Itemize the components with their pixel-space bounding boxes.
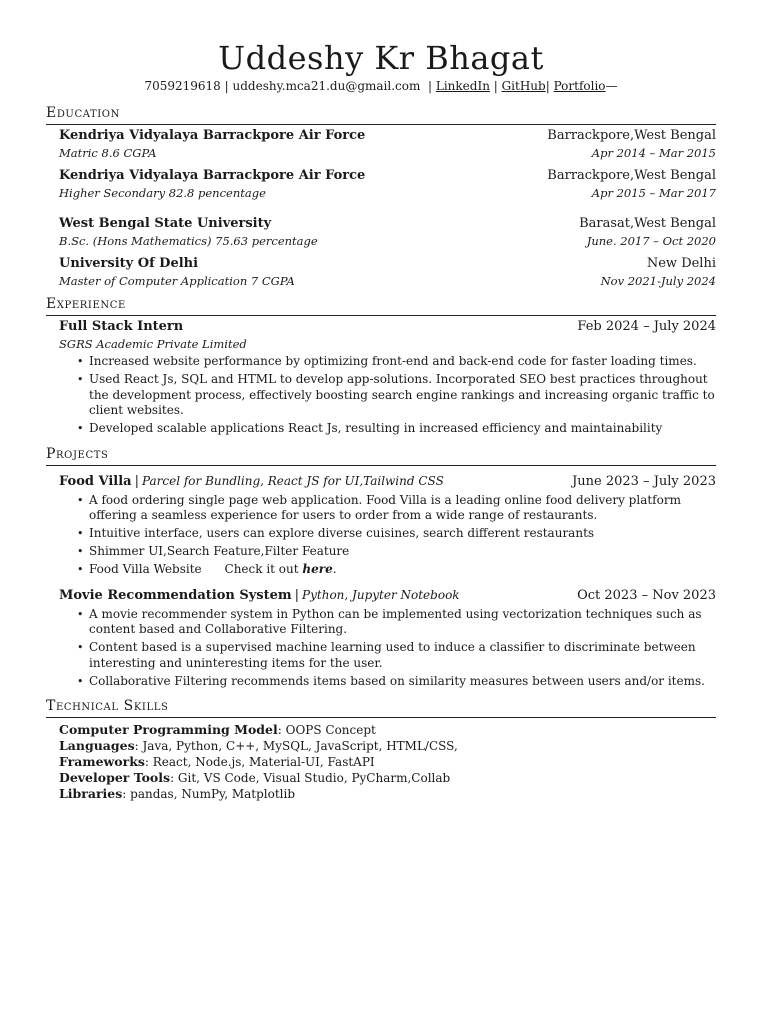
portfolio-link[interactable]: Portfolio [553,79,606,93]
skill-value: Git, VS Code, Visual Studio, PyCharm,Collab [177,771,451,785]
bullet-item: • Content based is a supervised machine learning used to induce a classifier to discriminate between interesting and uninteresting items for the user. [89,640,716,671]
school-name: West Bengal State University [59,216,272,231]
project-tech: Python, Jupyter Notebook [302,587,460,602]
degree-info: Higher Secondary 82.8 pencentage [59,186,266,200]
skill-label: Languages [59,738,135,753]
school-location: Barrackpore,West Bengal [547,128,716,143]
degree-info: Matric 8.6 CGPA [59,146,157,160]
degree-info: Master of Computer Application 7 CGPA [59,274,295,288]
school-location: Barrackpore,West Bengal [547,168,716,183]
bullet-item: • Increased website performance by optimizing front-end and back-end code for faster loading times. [89,354,716,370]
bullet-item: • A movie recommender system in Python can be implemented using vectorization techniques such as content based and Collaborative Filtering. [89,607,716,638]
education-entry [46,167,716,201]
degree-info: B.Sc. (Hons Mathematics) 75.63 percentage [59,234,318,248]
bullet-item: • Used React Js, SQL and HTML to develop app-solutions. Incorporated SEO best practices throughout the development process, effectively boosting search engine rankings and increasing organic traffic to client websites. [89,372,716,419]
school-name: Kendriya Vidyalaya Barrackpore Air Force [59,128,366,143]
skill-value: OOPS Concept [285,723,376,737]
education-dates: Apr 2014 – Mar 2015 [591,146,716,160]
resume-page [46,40,716,802]
projects-heading: Projects [46,445,716,466]
project-name: Movie Recommendation System [59,587,292,603]
job-role: Full Stack Intern [59,319,184,334]
trailing-dash: — [605,79,618,93]
project-tech: Parcel for Bundling, React JS for UI,Tailwind CSS [141,473,444,488]
website-label: Food Villa Website [89,562,202,576]
skill-label: Frameworks [59,754,145,769]
job-dates: Feb 2024 – July 2024 [577,319,716,334]
checkout-text: Check it out [224,562,299,576]
skill-line: Libraries: pandas, NumPy, Matplotlib [59,786,296,801]
skills-list [46,722,716,802]
education-entry [46,127,716,161]
skill-line: Languages: Java, Python, C++, MySQL, JavaScript, HTML/CSS, [59,738,458,753]
experience-heading: Experience [46,295,716,316]
bullet-item: • Intuitive interface, users can explore diverse cuisines, search different restaurants [89,526,716,542]
school-location: Barasat,West Bengal [579,216,716,231]
bullet-item: • Food Villa Website Check it out here. [89,562,716,578]
project-bullets [59,607,716,690]
skill-label: Developer Tools [59,770,171,785]
school-location: New Delhi [646,256,716,271]
experience-bullets [59,354,716,437]
project-dates: Oct 2023 – Nov 2023 [577,587,716,603]
bullet-item: • Shimmer UI,Search Feature,Filter Feature [89,544,716,560]
project-name: Food Villa [59,473,132,489]
project-bullets [59,493,716,578]
bullet-item: • Collaborative Filtering recommends items based on similarity measures between users and/or items. [89,674,716,690]
skill-line: Computer Programming Model: OOPS Concept [59,722,376,737]
linkedin-link[interactable]: LinkedIn [435,79,490,93]
candidate-name: Uddeshy Kr Bhagat [218,39,544,77]
education-dates: June. 2017 – Oct 2020 [586,234,716,248]
bullet-item: • A food ordering single page web application. Food Villa is a leading online food delivery platform offering a seamless experience for users to order from a wide range of restaurants. [89,493,716,524]
education-entry [46,255,716,289]
project-dates: June 2023 – July 2023 [572,473,716,489]
skill-label: Computer Programming Model [59,722,278,737]
email-address: uddeshy.mca21.du@gmail.com [232,79,421,93]
project-entry: Movie Recommendation System | Python, Jupyter Notebook Oct 2023 – Nov 2023 • A movie recommender system in Python can be implemented using vectorization techniques such as content based and Collaborative Filtering. • Content based is a supervised machine learning used to induce a classifier to discriminate between interesting and uninteresting items for the user. • Collaborative Filtering recommends items based on similarity measures between users and/or items. [46,584,716,690]
skill-label: Libraries [59,786,123,801]
company-name: SGRS Academic Private Limited [59,337,247,351]
education-heading: Education [46,104,716,125]
education-entry [46,215,716,249]
skill-value: pandas, NumPy, Matplotlib [130,787,296,801]
skills-heading: Technical Skills [46,697,716,718]
project-link[interactable]: here [302,562,333,576]
phone-number: 7059219618 [144,79,221,93]
skill-line: Frameworks: React, Node.js, Material-UI, FastAPI [59,754,375,769]
skill-value: React, Node.js, Material-UI, FastAPI [152,755,375,769]
skill-line: Developer Tools: Git, VS Code, Visual Studio, PyCharm,Collab [59,770,451,785]
education-dates: Apr 2015 – Mar 2017 [591,186,716,200]
skill-value: Java, Python, C++, MySQL, JavaScript, HTML/CSS, [142,739,458,753]
bullet-item: • Developed scalable applications React Js, resulting in increased efficiency and maintainability [89,421,716,437]
experience-entry [46,318,716,437]
school-name: University Of Delhi [59,256,199,271]
education-dates: Nov 2021-July 2024 [600,274,716,288]
contact-line: 7059219618 | uddeshy.mca21.du@gmail.com | LinkedIn | GitHub| Portfolio— [144,79,618,93]
school-name: Kendriya Vidyalaya Barrackpore Air Force [59,168,366,183]
github-link[interactable]: GitHub [501,79,546,93]
project-entry: Food Villa | Parcel for Bundling, React JS for UI,Tailwind CSS June 2023 – July 2023 • A food ordering single page web application. Food Villa is a leading online food delivery platform offering a seamless experience for users to order from a wide range of restaurants. • Intuitive interface, users can explore diverse cuisines, search different restaurants • Shimmer UI,Search Feature,Filter Feature • Food Villa Website Check it out here. [46,470,716,578]
